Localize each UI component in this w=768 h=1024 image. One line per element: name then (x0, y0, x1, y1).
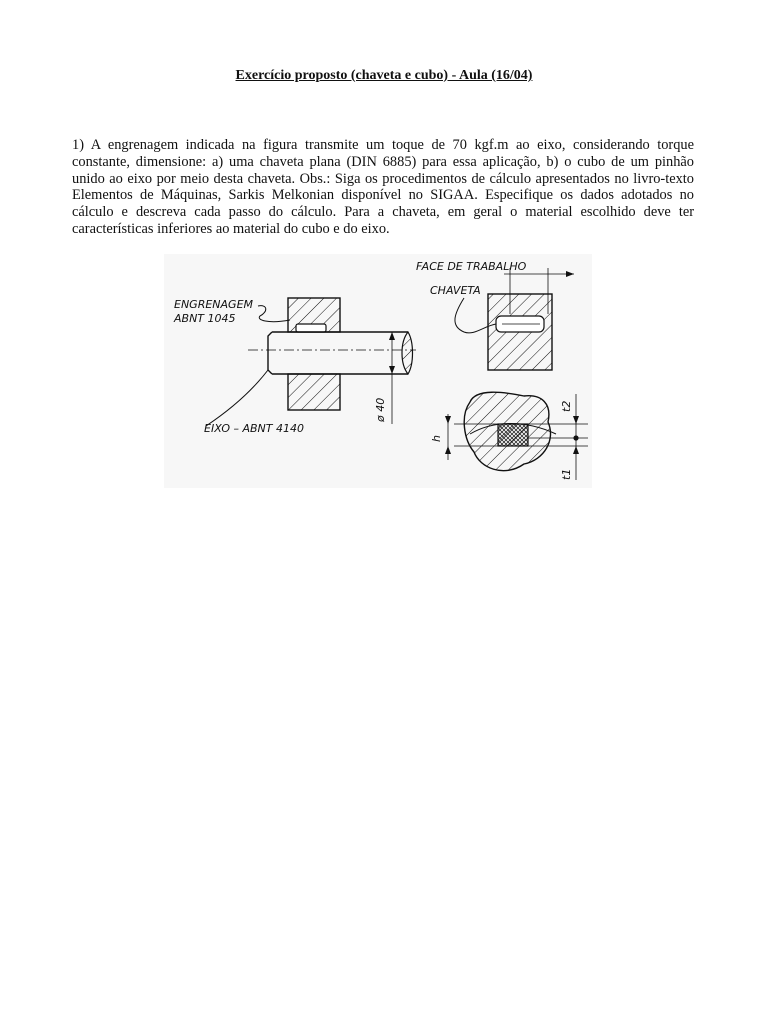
exercise-statement: 1) A engrenagem indicada na figura transmite um toque de 70 kgf.m ao eixo, considerando torque constante, dimensione: a) uma chaveta plana (DIN 6885) para essa aplicação, b) o cubo de um pinhão unido ao eixo por meio desta chaveta. Obs.: Siga os procedimentos de cálculo apresentados no livro-texto Elementos de Máquinas, Sarkis Melkonian disponível no SIGAA. Especifique os dados adotados no cálculo e descreva cada passo do cálculo. Para a chaveta, em geral o material escolhido deve ter características inferiores ao material do cubo e do eixo. (72, 137, 694, 237)
h-label: h (430, 435, 443, 442)
key-label: CHAVETA (430, 284, 481, 297)
drawing-svg (164, 254, 592, 488)
shaft-outline (268, 332, 408, 374)
diameter-label: ø 40 (374, 397, 387, 422)
work-face-label: FACE DE TRABALHO (416, 260, 527, 273)
document-title: Exercício proposto (chaveta e cubo) - Aula (16/04) (235, 68, 533, 83)
gear-shaft-view (173, 298, 416, 435)
t2-label: t2 (560, 400, 573, 412)
gear-label-line2: ABNT 1045 (174, 312, 236, 325)
key-cross-section (498, 424, 528, 446)
technical-drawing (164, 254, 592, 488)
key-section-view (416, 260, 574, 370)
shaft-break (402, 332, 413, 374)
t1-label: t1 (560, 468, 573, 480)
shaft-label: EIXO – ABNT 4140 (204, 422, 304, 435)
gear-label-line1: ENGRENAGEM (174, 298, 254, 311)
gear-hub-lower (288, 374, 340, 410)
key-side (296, 324, 326, 332)
cross-section-view (430, 392, 588, 480)
